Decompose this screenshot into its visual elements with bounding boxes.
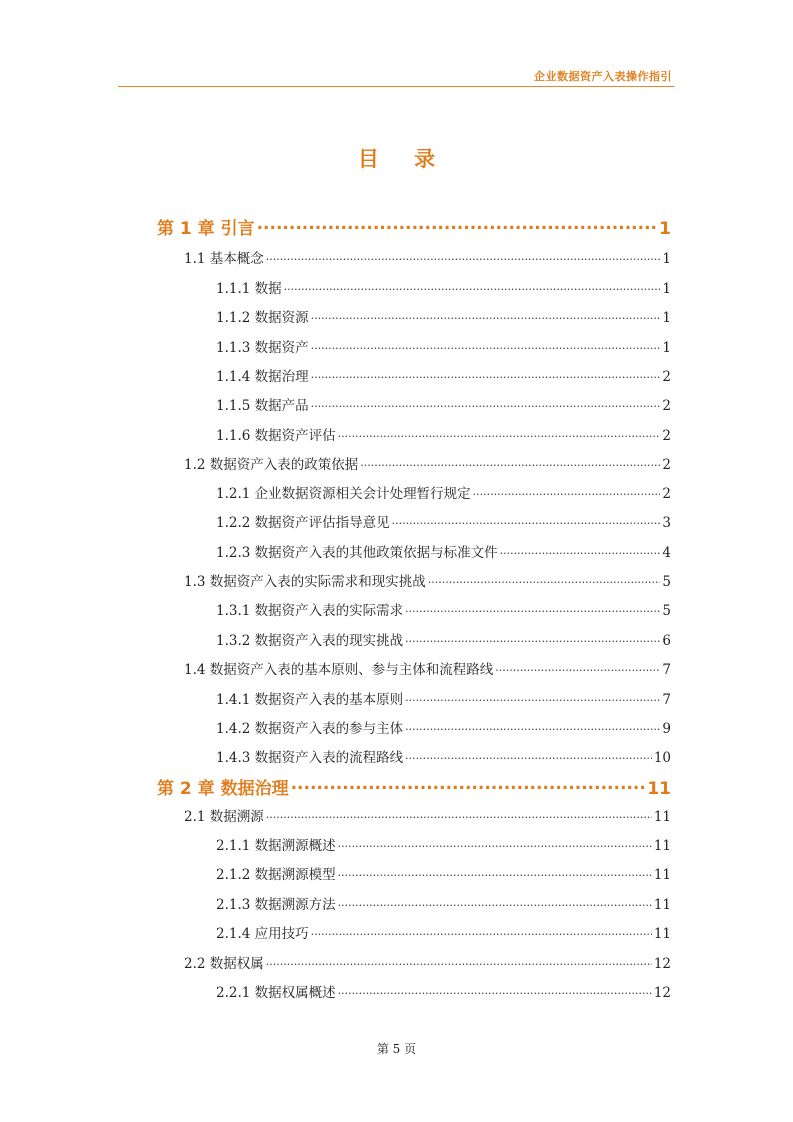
toc-entry-page: 11 [653, 867, 671, 883]
page-header [118, 64, 675, 87]
dot-leader [311, 309, 661, 323]
toc-subsection-1-4-1[interactable] [216, 688, 671, 708]
dot-leader [266, 250, 661, 264]
toc-entry-label: 1.4.1 数据资产入表的基本原则 [216, 692, 404, 708]
toc-subsection-1-2-3[interactable] [216, 541, 671, 561]
toc-entry-page: 10 [653, 750, 671, 766]
dot-leader [266, 955, 652, 969]
toc-entry-label: 1.3.1 数据资产入表的实际需求 [216, 603, 404, 619]
toc-entry-page: 7 [662, 662, 671, 678]
toc-subsection-1-2-2[interactable] [216, 511, 671, 531]
toc-entry-page: 6 [662, 633, 671, 649]
dot-leader [428, 573, 661, 587]
dot-leader [284, 280, 661, 294]
toc-entry-label: 1.1.6 数据资产评估 [216, 428, 336, 444]
toc-entry-page: 11 [653, 838, 671, 854]
toc-entry-page: 1 [662, 340, 671, 356]
toc-entry-page: 1 [662, 281, 671, 297]
toc-entry-page: 4 [662, 545, 671, 561]
dot-leader [405, 720, 660, 734]
toc-entry-page: 2 [662, 428, 671, 444]
toc-entry-page: 1 [662, 251, 671, 267]
dot-leader [360, 456, 660, 470]
toc-entry-page: 3 [662, 515, 671, 531]
dot-leader [405, 749, 652, 763]
dot-leader [405, 602, 660, 616]
dot-leader [338, 866, 652, 880]
toc-subsection-1-2-1[interactable] [216, 482, 671, 502]
toc-entry-label: 1.2.1 企业数据资源相关会计处理暂行规定 [216, 486, 471, 502]
toc-entry-label: 1.4 数据资产入表的基本原则、参与主体和流程路线 [184, 662, 494, 678]
toc-entry-label: 2.2.1 数据权属概述 [216, 985, 336, 1001]
toc-entry-page: 5 [662, 574, 671, 590]
dot-leader [495, 661, 660, 675]
toc-entry-label: 1.3.2 数据资产入表的现实挑战 [216, 633, 404, 649]
toc-section-1-3[interactable] [184, 570, 671, 590]
toc-section-1-2[interactable] [184, 453, 671, 473]
toc-subsection-1-1-1[interactable] [216, 277, 671, 297]
dot-leader [338, 896, 652, 910]
dot-leader [500, 544, 661, 558]
toc-entry-page: 1 [659, 219, 671, 239]
toc-entry-page: 2 [662, 398, 671, 414]
page-number: 第 5 页 [376, 1042, 417, 1056]
dot-leader [338, 837, 652, 851]
dot-leader [338, 427, 661, 441]
toc-entry-label: 1.1.1 数据 [216, 281, 282, 297]
dot-leader [311, 339, 661, 353]
toc-entry-page: 12 [653, 956, 671, 972]
toc-entry-label: 1.1.4 数据治理 [216, 369, 309, 385]
toc-entry-page: 11 [653, 897, 671, 913]
toc-entry-label: 2.1.1 数据溯源概述 [216, 838, 336, 854]
toc-entry-label: 1.4.3 数据资产入表的流程路线 [216, 750, 404, 766]
toc-entry-page: 12 [653, 985, 671, 1001]
toc-section-1-4[interactable] [184, 658, 671, 678]
toc-subsection-1-1-4[interactable] [216, 365, 671, 385]
toc-entry-label: 1.2.3 数据资产入表的其他政策依据与标准文件 [216, 545, 498, 561]
toc-entry-label: 1.2.2 数据资产评估指导意见 [216, 515, 390, 531]
toc-entry-label: 1.1 基本概念 [184, 251, 264, 267]
toc-section-1-1[interactable] [184, 247, 671, 267]
toc-entry-label: 2.1.2 数据溯源模型 [216, 867, 336, 883]
toc-section-2-1[interactable] [184, 805, 671, 825]
dot-leader [392, 514, 661, 528]
toc-entry-page: 2 [662, 486, 671, 502]
toc-entry-label: 1.1.5 数据产品 [216, 398, 309, 414]
toc-entry-page: 11 [653, 926, 671, 942]
dot-leader [473, 485, 661, 499]
toc-subsection-1-1-6[interactable] [216, 424, 671, 444]
toc-entry-page: 2 [662, 457, 671, 473]
toc-entry-page: 11 [647, 779, 671, 799]
toc-entry-page: 5 [662, 603, 671, 619]
toc-subsection-2-1-4[interactable] [216, 922, 671, 942]
toc-subsection-1-1-5[interactable] [216, 394, 671, 414]
toc-entry-label: 第 1 章 引言 [157, 219, 255, 239]
toc-subsection-1-1-3[interactable] [216, 336, 671, 356]
toc-chapter-2[interactable] [157, 774, 671, 799]
toc-entry-label: 1.4.2 数据资产入表的参与主体 [216, 721, 404, 737]
header-title: 企业数据资产入表操作指引 [534, 70, 672, 83]
toc-entry-label: 1.2 数据资产入表的政策依据 [184, 457, 359, 473]
toc-entry-page: 2 [662, 369, 671, 385]
toc-entry-page: 9 [662, 721, 671, 737]
toc-subsection-2-1-3[interactable] [216, 893, 671, 913]
dot-leader [405, 632, 660, 646]
toc-subsection-2-1-2[interactable] [216, 863, 671, 883]
page-footer [0, 1040, 793, 1057]
toc-entry-page: 7 [662, 692, 671, 708]
dot-leader [311, 397, 661, 411]
toc-subsection-1-1-2[interactable] [216, 306, 671, 326]
toc-entry-label: 1.3 数据资产入表的实际需求和现实挑战 [184, 574, 426, 590]
toc-subsection-1-4-2[interactable] [216, 717, 671, 737]
dot-leader [311, 368, 661, 382]
toc-section-2-2[interactable] [184, 952, 671, 972]
dot-leader [266, 808, 652, 822]
dot-leader [257, 217, 658, 234]
toc-entry-label: 1.1.2 数据资源 [216, 310, 309, 326]
dot-leader [405, 691, 660, 705]
dot-leader [311, 925, 652, 939]
toc-entry-page: 11 [653, 809, 671, 825]
toc-title: 目 录 [357, 147, 450, 171]
toc-subsection-2-2-1[interactable] [216, 981, 671, 1001]
toc-entry-label: 2.2 数据权属 [184, 956, 264, 972]
toc-entry-label: 2.1.3 数据溯源方法 [216, 897, 336, 913]
toc-entry-label: 2.1 数据溯源 [184, 809, 264, 825]
dot-leader [291, 777, 646, 794]
toc-subsection-1-4-3[interactable] [216, 746, 671, 766]
dot-leader [338, 984, 652, 998]
toc-entry-label: 2.1.4 应用技巧 [216, 926, 309, 942]
toc-chapter-1[interactable] [157, 214, 671, 239]
toc-subsection-1-3-2[interactable] [216, 629, 671, 649]
toc-subsection-2-1-1[interactable] [216, 834, 671, 854]
toc-entry-label: 1.1.3 数据资产 [216, 340, 309, 356]
toc-entry-label: 第 2 章 数据治理 [157, 779, 289, 799]
toc-entry-page: 1 [662, 310, 671, 326]
toc-subsection-1-3-1[interactable] [216, 599, 671, 619]
